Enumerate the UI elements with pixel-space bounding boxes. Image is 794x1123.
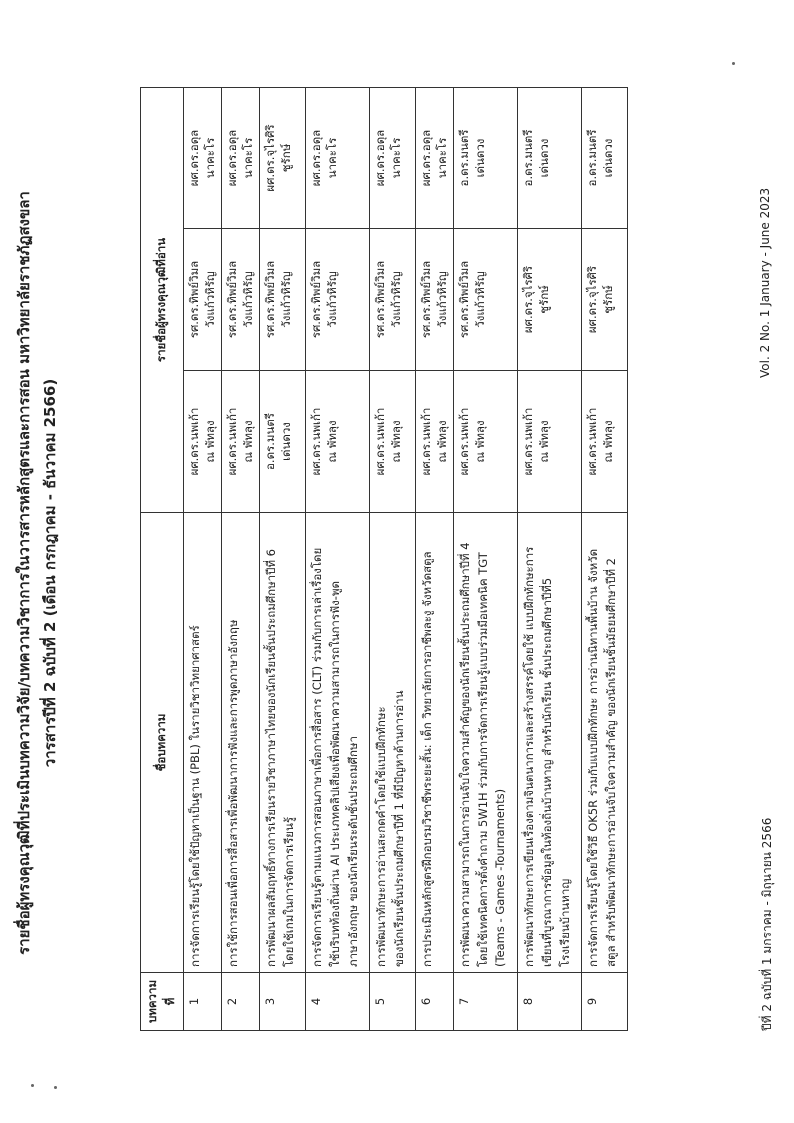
article-title [582, 513, 628, 973]
article-title-line: การจัดการเรียนรู้โดยใช้วิธี OK5R ร่วมกับแบบฝึกทักษะ การอ่านนิทานพื้นบ้าน จังหวัด [586, 548, 601, 967]
reviewer-1 [416, 371, 454, 513]
reviewer-surname: ณ พัทลุง [240, 420, 255, 463]
reviewer-1 [184, 371, 222, 513]
article-number: 4 [306, 973, 370, 1031]
reviewer-3 [416, 87, 454, 228]
reviewer-2 [416, 229, 454, 371]
reviewer-2 [222, 229, 260, 371]
article-number: 2 [222, 973, 260, 1031]
article-title-line: การพัฒนาผลสัมฤทธิ์ทางการเรียนรายวิชาภาษาไทยของนักเรียนชั้นประถมศึกษาปีที่ 6 [264, 549, 279, 967]
article-title-line: ของนักเรียนชั้นประถมศึกษาปีที่ 1 ที่มีปัญหาด้านการอ่าน [392, 690, 407, 967]
reviewer-1 [582, 371, 628, 513]
article-number: 7 [454, 973, 518, 1031]
reviewer-name: รศ.ดร.ทิพย์วิมล [419, 260, 434, 339]
document-subtitle: วารสารปีที่ 2 ฉบับที่ 2 (เดือน กรกฎาคม - ธันวาคม 2566) [41, 378, 59, 768]
reviewer-3 [370, 87, 416, 228]
article-title-line: การจัดการเรียนรู้ตามแนวการสอนภาษาเพื่อการสื่อสาร (CLT) ร่วมกับการเล่าเรื่องโดย [310, 547, 325, 967]
reviewer-surname: นาคะโร [202, 137, 217, 179]
reviewer-surname: ณ พัทลุง [388, 420, 403, 463]
reviewer-2 [370, 229, 416, 371]
table-row [260, 87, 306, 1030]
reviewer-1 [518, 371, 582, 513]
article-title-line: โรงเรียนบ้านหาญ [558, 878, 573, 967]
article-title-line: เขียนที่บูรณาการข้อมูลในท้องถิ่นบ้านหาญ สำหรับนักเรียน ชั้นประถมศึกษาปีที่5 [540, 577, 555, 967]
article-title-line: โดยใช้เกมในการจัดการเรียนรู้ [282, 816, 297, 967]
table-row [454, 87, 518, 1030]
reviewer-name: ผศ.ดร.นพเก้า [585, 407, 600, 476]
table-row [222, 87, 260, 1030]
table-row [184, 87, 222, 1030]
article-title-line: การพัฒนาทักษะการอ่านสะกดคำโดยใช้แบบฝึกทักษะ [374, 706, 389, 967]
reviewer-surname: เด่นดวง [472, 138, 487, 178]
article-title-line: สตูล สำหรับพัฒนาทักษะการอ่านจับใจความสำคัญ ของนักเรียนชั้นมัธยมศึกษาปีที่ 2 [604, 558, 619, 967]
header-article-number: บทความที่ [141, 973, 184, 1031]
reviewer-surname: เด่นดวง [278, 422, 293, 461]
footer-issue-thai: ปีที่ 2 ฉบับที่ 1 มกราคม - มิถุนายน 2566 [760, 817, 774, 1031]
reviewer-surname: วังแก้วหิรัญ [324, 271, 339, 328]
article-title-line: การพัฒนาความสามารถในการอ่านจับใจความสำคัญของนักเรียนชั้นประถมศึกษาปีที่ 4 [458, 542, 473, 967]
reviewer-name: ผศ.ดร.อดุล [187, 129, 201, 187]
reviewer-name: ผศ.ดร.นพเก้า [419, 407, 434, 476]
document-title: รายชื่อผู้ทรงคุณวุฒิที่ประเมินบทความวิจัย/บทความวิชาการในวารสารหลักสูตรและการสอน มหาวิทยาลัยราชภัฏสงขลา [15, 191, 33, 955]
footer-issue-english: Vol. 2 No. 1 January - June 2023 [758, 187, 772, 378]
reviewer-1 [222, 371, 260, 513]
reviewers-table [140, 87, 628, 1031]
reviewer-3 [306, 87, 370, 228]
reviewer-3 [222, 87, 260, 228]
reviewer-name: รศ.ดร.ทิพย์วิมล [187, 260, 201, 339]
reviewer-2 [518, 229, 582, 371]
reviewer-surname: วังแก้วหิรัญ [388, 271, 403, 328]
reviewer-name: รศ.ดร.ทิพย์วิมล [263, 260, 278, 339]
article-title [306, 513, 370, 973]
table-row [416, 87, 454, 1030]
reviewer-name: ผศ.ดร.นพเก้า [225, 407, 240, 476]
reviewer-2 [306, 229, 370, 371]
reviewer-1 [306, 371, 370, 513]
article-title [222, 513, 260, 973]
article-title [454, 513, 518, 973]
table-row [370, 87, 416, 1030]
reviewer-surname: ณ พัทลุง [324, 420, 339, 463]
reviewer-1 [260, 371, 306, 513]
reviewer-name: ผศ.ดร.อดุล [419, 129, 434, 187]
reviewer-1 [454, 371, 518, 513]
scan-speck [732, 62, 735, 65]
reviewer-surname: วังแก้วหิรัญ [434, 271, 449, 328]
reviewer-surname: วังแก้วหิรัญ [278, 271, 293, 328]
article-title [184, 513, 222, 973]
article-title-line: การจัดการเรียนรู้โดยใช้ปัญหาเป็นฐาน (PBL) ในรายวิชาวิทยาศาสตร์ [188, 625, 202, 967]
reviewer-surname: นาคะโร [434, 137, 449, 179]
reviewer-name: อ.ดร.มนตรี [585, 129, 600, 187]
reviewer-3 [260, 87, 306, 228]
header-article-title: ชื่อบทความ [141, 513, 184, 973]
reviewer-3 [454, 87, 518, 228]
table-row [582, 87, 628, 1030]
reviewer-surname: นาคะโร [240, 137, 255, 179]
article-title-line: (Teams - Games -Tournaments) [493, 788, 508, 967]
reviewer-surname: ชูรักษ์ [536, 285, 551, 314]
article-number: 9 [582, 973, 628, 1031]
article-title-line: โดยใช้เทคนิคการตั้งคำถาม 5W1H ร่วมกับการจัดการเรียนรู้แบบร่วมมือเทคนิค TGT [476, 552, 491, 967]
article-title-line: ใช้บริบทท้องถิ่นผ่าน AI ประเภทคลิปเสียงเพื่อพัฒนาความสามารถในการฟัง-พูด [328, 581, 343, 967]
article-title-line: ภาษาอังกฤษ ของนักเรียนระดับชั้นประถมศึกษา [346, 736, 361, 967]
reviewer-surname: เด่นดวง [536, 138, 551, 178]
reviewer-name: อ.ดร.มนตรี [521, 129, 536, 187]
reviewer-3 [518, 87, 582, 228]
scan-speck [54, 1086, 57, 1089]
reviewer-3 [582, 87, 628, 228]
reviewer-name: อ.ดร.มนตรี [263, 413, 278, 470]
reviewer-name: ผศ.ดร.นพเก้า [187, 407, 201, 476]
article-number: 8 [518, 973, 582, 1031]
table-header-row [141, 87, 184, 1030]
reviewer-name: ผศ.ดร.จุไรศิริ [521, 265, 536, 334]
scan-speck [31, 1084, 34, 1087]
reviewer-name: ผศ.ดร.นพเก้า [521, 407, 536, 476]
reviewer-2 [184, 229, 222, 371]
article-number: 6 [416, 973, 454, 1031]
reviewer-surname: นาคะโร [324, 137, 339, 179]
reviewer-name: รศ.ดร.ทิพย์วิมล [457, 260, 472, 339]
reviewer-name: ผศ.ดร.นพเก้า [457, 407, 472, 476]
header-reviewers: รายชื่อผู้ทรงคุณวุฒิที่อ่าน [141, 87, 184, 512]
reviewer-name: ผศ.ดร.อดุล [225, 129, 240, 187]
article-number: 3 [260, 973, 306, 1031]
reviewer-surname: ณ พัทลุง [600, 420, 615, 463]
reviewer-surname: วังแก้วหิรัญ [202, 271, 217, 328]
reviewer-name: ผศ.ดร.จุไรศิริ [263, 124, 278, 192]
reviewer-surname: วังแก้วหิรัญ [240, 271, 255, 328]
table-body [184, 87, 628, 1030]
reviewer-surname: ณ พัทลุง [202, 420, 217, 463]
reviewer-surname: ชูรักษ์ [600, 285, 615, 314]
article-number: 1 [184, 973, 222, 1031]
reviewer-surname: ณ พัทลุง [536, 420, 551, 463]
article-title [370, 513, 416, 973]
reviewer-surname: เด่นดวง [600, 138, 615, 178]
reviewer-1 [370, 371, 416, 513]
reviewer-surname: ณ พัทลุง [472, 420, 487, 463]
reviewer-name: ผศ.ดร.อดุล [373, 129, 388, 187]
article-title [416, 513, 454, 973]
reviewer-name: ผศ.ดร.นพเก้า [309, 407, 324, 476]
reviewer-surname: นาคะโร [388, 137, 403, 179]
reviewer-surname: ชูรักษ์ [278, 143, 293, 173]
table-row [306, 87, 370, 1030]
article-title [518, 513, 582, 973]
reviewer-name: รศ.ดร.ทิพย์วิมล [309, 260, 324, 339]
article-title [260, 513, 306, 973]
reviewer-surname: ณ พัทลุง [434, 420, 449, 463]
reviewer-3 [184, 87, 222, 228]
reviewer-2 [454, 229, 518, 371]
reviewer-name: รศ.ดร.ทิพย์วิมล [225, 260, 240, 339]
table-row [518, 87, 582, 1030]
article-title-line: การประเมินหลักสูตรฝึกอบรมวิชาชีพระยะสั้น: เด็ก วิทยาลัยการอาชีพละงู จังหวัดสตูล [420, 551, 435, 967]
reviewer-name: ผศ.ดร.นพเก้า [373, 407, 388, 476]
reviewer-name: ผศ.ดร.จุไรศิริ [585, 265, 600, 334]
reviewer-2 [582, 229, 628, 371]
article-title-line: การพัฒนาทักษะการเขียนเรื่องตามจินตนาการและสร้างสรรค์โดยใช้ แบบฝึกทักษะการ [522, 546, 537, 967]
reviewer-2 [260, 229, 306, 371]
article-number: 5 [370, 973, 416, 1031]
reviewer-name: ผศ.ดร.อดุล [309, 129, 324, 187]
reviewer-surname: วังแก้วหิรัญ [472, 271, 487, 328]
article-title-line: การใช้การสอนเพื่อการสื่อสารเพื่อพัฒนาการฟังและการพูดภาษาอังกฤษ [226, 619, 241, 967]
reviewer-name: รศ.ดร.ทิพย์วิมล [373, 260, 388, 339]
reviewer-name: อ.ดร.มนตรี [457, 129, 472, 187]
